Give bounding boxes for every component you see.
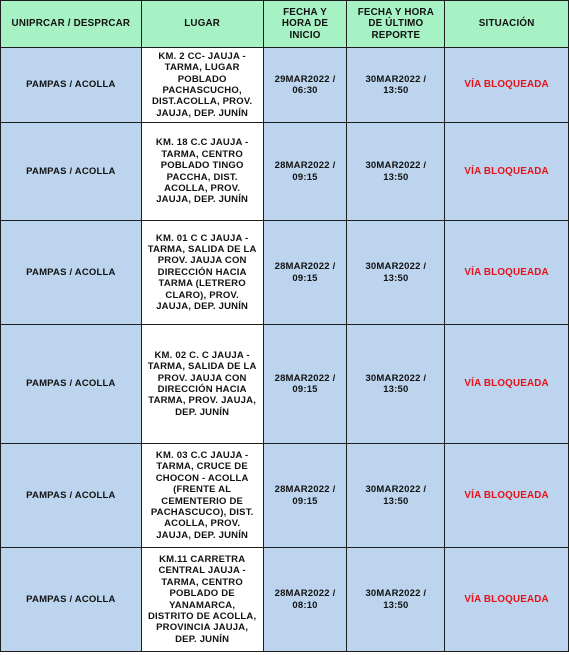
header-ultimo-reporte: FECHA Y HORA DE ÚLTIMO REPORTE — [347, 1, 445, 48]
reporte-hora: 13:50 — [383, 85, 409, 96]
unidad-cell: PAMPAS / ACOLLA — [1, 221, 142, 325]
inicio-cell — [263, 548, 347, 652]
table-row — [1, 48, 569, 123]
unidad-cell: PAMPAS / ACOLLA — [1, 548, 142, 652]
table-row — [1, 444, 569, 548]
unidad-cell: PAMPAS / ACOLLA — [1, 48, 142, 123]
lugar-cell: KM. 03 C.C JAUJA - TARMA, CRUCE DE CHOCON - ACOLLA (FRENTE AL CEMENTERIO DE PACHASCUCO), DIST. ACOLLA, PROV. JAUJA, DEP. JUNÍN — [141, 444, 263, 548]
inicio-cell — [263, 123, 347, 221]
reporte-cell — [347, 444, 445, 548]
header-unidad: UNIPRCAR / DESPRCAR — [1, 1, 142, 48]
reporte-fecha: 30MAR2022 / — [365, 372, 427, 384]
header-situacion: SITUACIÓN — [445, 1, 569, 48]
table-row — [1, 123, 569, 221]
reporte-fecha: 30MAR2022 / — [365, 484, 427, 496]
unidad-cell: PAMPAS / ACOLLA — [1, 325, 142, 444]
status-badge: VÍA BLOQUEADA — [445, 444, 569, 548]
inicio-fecha: 28MAR2022 / — [274, 261, 336, 273]
status-badge: VÍA BLOQUEADA — [445, 548, 569, 652]
status-badge: VÍA BLOQUEADA — [445, 123, 569, 221]
lugar-cell: KM. 2 CC- JAUJA - TARMA, LUGAR POBLADO PACHASCUCHO, DIST.ACOLLA, PROV. JAUJA, DEP. JUNÍN — [141, 48, 263, 123]
header-inicio: FECHA Y HORA DE INICIO — [263, 1, 347, 48]
reporte-fecha: 30MAR2022 / — [365, 73, 427, 85]
reporte-hora: 13:50 — [383, 272, 409, 284]
reporte-fecha: 30MAR2022 / — [365, 160, 427, 172]
reporte-cell — [347, 325, 445, 444]
header-row — [1, 1, 569, 48]
reporte-fecha: 30MAR2022 / — [365, 588, 427, 600]
unidad-cell: PAMPAS / ACOLLA — [1, 444, 142, 548]
inicio-hora: 09:15 — [292, 495, 318, 507]
inicio-cell — [263, 325, 347, 444]
inicio-cell — [263, 444, 347, 548]
reporte-cell — [347, 221, 445, 325]
inicio-fecha: 28MAR2022 / — [274, 484, 336, 496]
lugar-cell: KM. 18 C.C JAUJA - TARMA, CENTRO POBLADO TINGO PACCHA, DIST. ACOLLA, PROV. JAUJA, DEP. JUNÍN — [141, 123, 263, 221]
inicio-fecha: 28MAR2022 / — [274, 588, 336, 600]
reporte-hora: 13:50 — [383, 599, 409, 611]
reporte-hora: 13:50 — [383, 171, 409, 183]
inicio-cell — [263, 221, 347, 325]
reporte-hora: 13:50 — [383, 384, 409, 395]
status-badge: VÍA BLOQUEADA — [445, 221, 569, 325]
table-row — [1, 221, 569, 325]
status-badge: VÍA BLOQUEADA — [445, 325, 569, 444]
status-badge: VÍA BLOQUEADA — [445, 48, 569, 123]
reporte-cell — [347, 548, 445, 652]
inicio-fecha: 29MAR2022 / — [274, 73, 336, 85]
inicio-cell — [263, 48, 347, 123]
inicio-hora: 08:10 — [292, 599, 318, 611]
reporte-cell — [347, 123, 445, 221]
inicio-fecha: 28MAR2022 / — [274, 372, 336, 384]
inicio-hora: 09:15 — [292, 171, 318, 183]
reporte-cell — [347, 48, 445, 123]
header-lugar: LUGAR — [141, 1, 263, 48]
lugar-cell: KM. 01 C C JAUJA - TARMA, SALIDA DE LA PROV. JAUJA CON DIRECCIÓN HACIA TARMA (LETRERO CLARO), PROV. JAUJA, DEP. JUNÍN — [141, 221, 263, 325]
table-row — [1, 548, 569, 652]
table-row — [1, 325, 569, 444]
inicio-hora: 09:15 — [292, 384, 318, 395]
reporte-fecha: 30MAR2022 / — [365, 261, 427, 273]
lugar-cell: KM. 02 C. C JAUJA - TARMA, SALIDA DE LA PROV. JAUJA CON DIRECCIÓN HACIA TARMA, PROV. JAUJA, DEP. JUNÍN — [141, 325, 263, 444]
unidad-cell: PAMPAS / ACOLLA — [1, 123, 142, 221]
lugar-cell: KM.11 CARRETRA CENTRAL JAUJA - TARMA, CENTRO POBLADO DE YANAMARCA, DISTRITO DE ACOLLA, PROVINCIA JAUJA, DEP. JUNÍN — [141, 548, 263, 652]
reporte-hora: 13:50 — [383, 495, 409, 507]
inicio-hora: 09:15 — [292, 272, 318, 284]
inicio-hora: 06:30 — [292, 85, 318, 96]
inicio-fecha: 28MAR2022 / — [274, 160, 336, 172]
